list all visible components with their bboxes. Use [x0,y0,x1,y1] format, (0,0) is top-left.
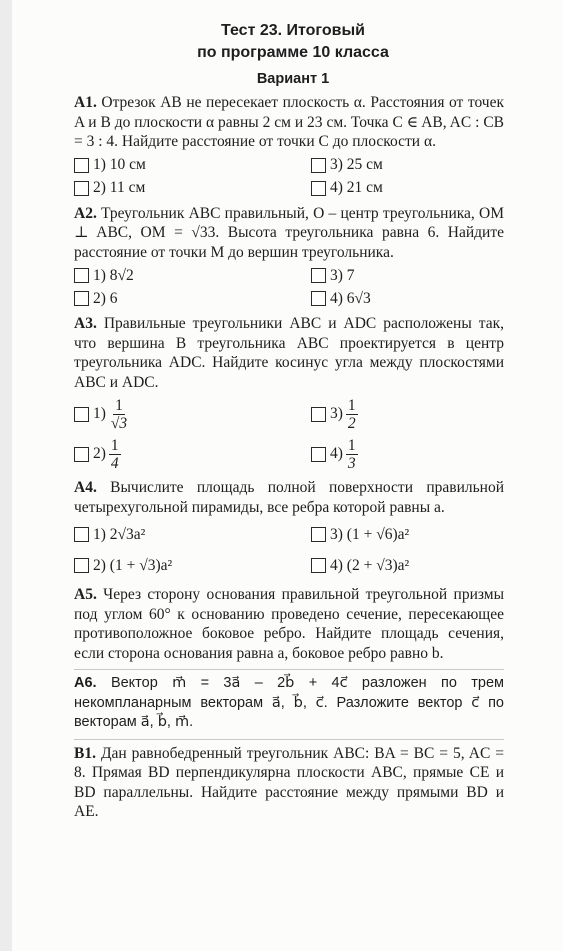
answer-option[interactable] [311,290,371,308]
option-label: 3) 25 см [330,156,383,173]
option-label: 3) 7 [330,266,355,284]
option-label: 2) (1 + √3)a² [93,556,173,574]
question-number: В1. [74,744,96,762]
answer-option[interactable] [311,267,355,285]
answer-options-a3 [74,394,504,474]
option-label: 4) [330,445,343,462]
page-edge-shadow [0,0,12,951]
checkbox[interactable] [311,158,326,173]
question-a6 [74,674,504,733]
question-text: Треугольник ABC правильный, O – центр треугольника, OM ⊥ ABC, OM = √33. Высота треугольника равна 6. Найдите расстояние от точки M до вершин треугольника. [74,204,504,261]
option-label: 4) (2 + √3)a² [330,556,410,574]
answer-options-a4 [74,519,504,581]
option-label: 1) 8√2 [93,266,134,284]
answer-option[interactable] [74,526,311,544]
checkbox[interactable] [311,407,326,422]
answer-option[interactable] [74,397,311,432]
checkbox[interactable] [74,447,89,462]
checkbox[interactable] [74,181,89,196]
fraction [346,397,358,432]
answer-option[interactable] [74,290,311,308]
question-text: Правильные треугольники ABC и ADC расположены так, что вершина B треугольника ABC проектируется в центр треугольника ADC. Найдите косинус угла между плоскостями ABC и ADC. [74,315,505,391]
checkbox[interactable] [311,181,326,196]
checkbox[interactable] [311,291,326,306]
option-label: 3) (1 + √6)a² [330,525,410,543]
question-text: Дан равнобедренный треугольник ABC: BA = BC = 5, AC = 8. Прямая BD перпендикулярна плоскости ABC, прямые CE и BD параллельны. Найдите расстояние между прямыми BD и AE. [74,744,504,820]
option-label: 1) 10 см [93,156,146,173]
denominator: 3 [347,454,356,472]
denominator: 4 [110,454,119,472]
answer-option[interactable] [74,267,311,285]
answer-option[interactable] [311,156,383,174]
question-text: Вектор m⃗ = 3a⃗ – 2b⃗ + 4c⃗ разложен по трем некомпланарным векторам a⃗, b⃗, c⃗. Разложите вектор c⃗ по векторам a⃗, b⃗, m⃗. [74,675,505,730]
answer-option[interactable] [311,526,409,544]
answer-option[interactable] [74,156,311,174]
answer-option[interactable] [311,179,383,197]
answer-option[interactable] [311,437,358,472]
numerator: 1 [110,436,119,454]
answer-option[interactable] [74,557,311,575]
question-number: А1. [74,94,97,111]
question-number: А4. [74,479,97,496]
checkbox[interactable] [311,558,326,573]
fraction [346,437,358,472]
question-b1 [74,744,504,822]
fraction [109,437,121,472]
question-number: А5. [74,586,97,603]
numerator: 1 [115,396,123,414]
checkbox[interactable] [74,558,89,573]
section-divider [74,669,504,670]
answer-option[interactable] [74,437,311,472]
question-a5 [74,585,504,663]
answer-options-a2 [74,264,504,310]
option-label: 2) 11 см [93,179,146,196]
answer-option[interactable] [311,397,358,432]
option-label: 1) [93,405,106,422]
fraction [109,397,129,432]
section-divider [74,739,504,740]
checkbox[interactable] [74,527,89,542]
checkbox[interactable] [74,158,89,173]
question-text: Через сторону основания правильной треугольной призмы под углом 60° к основанию проведено сечение, пересекающее противоположное боковое ребро. Найдите площадь сечения, если сторона основания равна a, боковое ребро равно b. [74,586,505,662]
option-label: 4) 21 см [330,179,383,196]
checkbox[interactable] [311,447,326,462]
question-text: Вычислите площадь полной поверхности правильной четырехугольной пирамиды, все ребра которой равны a. [74,479,505,516]
question-text: Отрезок AB не пересекает плоскость α. Расстояния от точек A и B до плоскости α равны 2 см и 23 см. Точка C ∈ AB, AC : CB = 3 : 4. Найдите расстояние от точки C до плоскости α. [74,94,505,150]
question-a1 [74,93,504,152]
option-label: 2) 6 [93,289,118,307]
option-label: 3) [330,405,343,422]
title-line-2: по программе 10 класса [197,44,389,61]
denominator: 2 [347,414,356,432]
checkbox[interactable] [74,407,89,422]
question-a3 [74,314,504,392]
title-line-1: Тест 23. Итоговый [221,22,365,39]
question-number: А2. [74,204,97,222]
test-title [82,20,504,64]
variant-heading: Вариант 1 [256,71,330,87]
answer-options-a1 [74,154,504,200]
answer-option[interactable] [311,557,409,575]
checkbox[interactable] [311,527,326,542]
checkbox[interactable] [74,268,89,283]
question-number: А3. [74,315,97,332]
question-a4 [74,478,504,517]
checkbox[interactable] [74,291,89,306]
option-label: 1) 2√3a² [93,525,146,543]
checkbox[interactable] [311,268,326,283]
answer-option[interactable] [74,179,311,197]
numerator: 1 [347,396,356,414]
numerator: 1 [347,436,356,454]
option-label: 2) [93,445,106,462]
question-number: А6. [74,675,97,691]
question-a2 [74,204,504,263]
denominator: √3 [110,414,128,432]
document-content [74,20,504,822]
option-label: 4) 6√3 [330,289,371,307]
